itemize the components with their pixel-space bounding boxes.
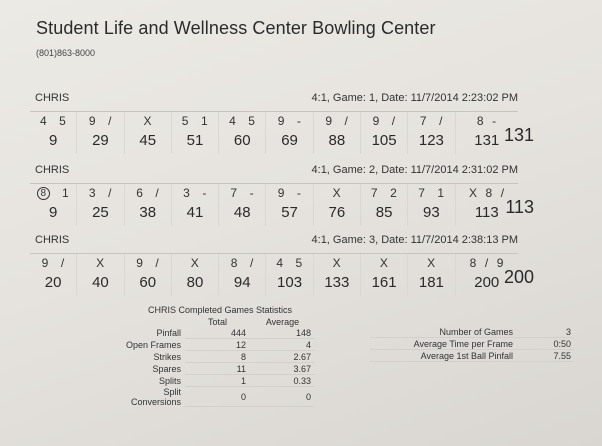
frame (30, 184, 77, 226)
stats-header-average: Average (265, 316, 300, 327)
stats-row-splits (107, 375, 315, 387)
frame-score: 20 (44, 274, 62, 291)
frame-throws (266, 184, 312, 202)
frame (314, 112, 361, 154)
stats-row-strikes (107, 351, 315, 363)
frame-throws (77, 184, 123, 202)
throw-mark: / (108, 114, 112, 128)
stats-label: Strikes (153, 351, 181, 362)
frame-throws (361, 184, 407, 202)
frame-throws (77, 254, 123, 272)
frame-throws (408, 112, 454, 130)
throw-mark: 4 (39, 114, 48, 128)
stats-average: 148 (250, 327, 315, 339)
frame-throws (125, 184, 171, 202)
frame-throws (172, 184, 218, 202)
frame-score: 93 (423, 204, 440, 221)
frame-throws (361, 254, 407, 272)
frame (125, 254, 172, 296)
game-total: 113 (505, 197, 535, 217)
stats-table (107, 316, 315, 407)
frame (456, 254, 535, 296)
throw-mark: 4 (276, 256, 284, 270)
frame-score: 133 (324, 274, 350, 291)
stats-total: 8 (185, 351, 250, 363)
summary-label: Average Time per Frame (370, 338, 516, 350)
frame-throws (77, 112, 123, 130)
throw-mark: 7 (370, 186, 379, 200)
frame-throws (172, 112, 218, 130)
throw-mark: 1 (437, 186, 445, 200)
throw-mark: X (190, 256, 200, 270)
frame-throws (30, 254, 76, 272)
throw-mark: X (143, 114, 152, 128)
frame-throws (408, 254, 454, 272)
throw-mark: - (296, 186, 302, 200)
stats-label: Pinfall (156, 327, 181, 338)
frame-throws (408, 184, 454, 202)
throw-mark: X (332, 186, 342, 200)
frame-score: 48 (233, 204, 251, 221)
frame (125, 112, 172, 154)
stats-label: Split Conversions (130, 386, 181, 407)
frame (314, 254, 361, 296)
frame-throws (172, 254, 218, 272)
stats-total: 11 (185, 363, 250, 375)
frame-throws (266, 254, 312, 272)
summary-value: 3 (516, 326, 574, 338)
frame-score: 57 (281, 204, 298, 221)
frame (408, 254, 455, 296)
throw-mark: 1 (200, 114, 209, 128)
throw-mark: - (492, 114, 497, 128)
frame (266, 184, 313, 226)
frame-score: 103 (277, 274, 303, 291)
frame-score: 94 (233, 274, 251, 291)
frame-score: 29 (92, 132, 109, 149)
report-title: Student Life and Wellness Center Bowling Center (36, 18, 436, 38)
stats-average: 2.67 (250, 351, 315, 363)
player-name: CHRIS (35, 164, 70, 176)
throw-mark: 5 (59, 114, 67, 128)
stats-total: 12 (185, 339, 250, 351)
frame (30, 112, 77, 154)
game-scoresheet (30, 92, 535, 154)
frame-score: 80 (186, 274, 204, 291)
frame-score: 51 (186, 132, 204, 149)
game-scoresheet (30, 164, 535, 226)
game-total: 200 (503, 267, 535, 287)
game-info: 4:1, Game: 3, Date: 11/7/2014 2:38:13 PM (311, 234, 518, 246)
frame (219, 184, 266, 226)
frame (172, 112, 219, 154)
summary-row-first-ball (370, 350, 574, 362)
frame-score: 123 (418, 132, 444, 149)
summary-row-time (370, 338, 574, 350)
throw-mark: 9 (496, 256, 504, 270)
game-total: 131 (503, 125, 535, 145)
stats-row-open-frames (107, 339, 315, 351)
throw-mark: 5 (248, 114, 256, 128)
stats-average: 0 (250, 387, 315, 407)
frame (456, 184, 535, 226)
frame (408, 112, 455, 154)
stats-total: 444 (185, 327, 250, 339)
frame (456, 112, 535, 154)
throw-mark: / (249, 256, 254, 270)
throw-mark: X (427, 256, 436, 270)
frame-score: 113 (474, 204, 499, 221)
throw-mark: 4 (229, 114, 237, 128)
throw-mark: 3 (88, 186, 97, 200)
frame-throws (314, 254, 360, 272)
frame-throws (30, 112, 76, 130)
frame-throws (361, 112, 407, 130)
throw-mark: 2 (390, 186, 398, 200)
stats-row-pinfall (107, 327, 315, 339)
throw-mark: 9 (88, 114, 97, 128)
throw-mark: 9 (41, 256, 49, 270)
frame-score: 105 (371, 132, 397, 149)
player-name: CHRIS (35, 234, 70, 246)
frame-score: 181 (418, 274, 444, 291)
throw-mark: - (202, 186, 207, 200)
throw-mark: / (60, 256, 65, 270)
frame-throws (314, 184, 360, 202)
frame-score: 9 (48, 132, 58, 149)
frame (77, 112, 124, 154)
frame-throws (219, 254, 265, 272)
stats-label: Open Frames (125, 339, 181, 350)
throw-mark: 3 (183, 186, 191, 200)
throw-mark: 8 (230, 256, 238, 270)
stats-average: 3.67 (250, 363, 315, 375)
frame-throws (219, 112, 265, 130)
stats-row-spares (107, 363, 315, 375)
summary-value: 0:50 (516, 338, 574, 350)
frame-score: 60 (233, 132, 251, 149)
frame-score: 40 (92, 274, 109, 291)
throw-mark: X (379, 256, 389, 270)
frame-throws (30, 184, 76, 202)
phone-number: (801)863-8000 (36, 48, 96, 58)
throw-mark: - (249, 186, 255, 200)
frame (219, 254, 266, 296)
frame-score: 60 (139, 274, 157, 291)
throw-mark: X (96, 256, 105, 270)
throw-mark: 9 (372, 114, 380, 128)
frame-throws (266, 112, 312, 130)
frame-score: 69 (281, 132, 298, 149)
throw-mark: X (332, 256, 342, 270)
frame-score: 25 (92, 204, 109, 221)
throw-mark: / (439, 114, 443, 128)
frame-score: 131 (474, 132, 500, 149)
player-name: CHRIS (35, 92, 70, 104)
frame (77, 184, 124, 226)
summary-label: Number of Games (370, 326, 516, 338)
game-scoresheet (30, 234, 535, 296)
throw-mark: 7 (418, 186, 426, 200)
throw-mark: / (108, 186, 112, 200)
throw-mark: 9 (277, 186, 285, 200)
stats-label: Splits (158, 375, 181, 386)
throw-mark: 9 (136, 256, 144, 270)
frame-score: 200 (474, 274, 500, 291)
throw-mark: 7 (419, 114, 428, 128)
throw-mark: 5 (295, 256, 303, 270)
frame (408, 184, 455, 226)
throw-mark: 9 (277, 114, 285, 128)
stats-header-total: Total (207, 316, 227, 327)
throw-mark: 8 (469, 256, 477, 270)
frame (219, 112, 266, 154)
frame (314, 184, 361, 226)
throw-mark: 9 (325, 114, 333, 128)
throw-mark: 7 (230, 186, 238, 200)
frame (266, 254, 313, 296)
frame (172, 184, 219, 226)
stats-title: CHRIS Completed Games Statistics (148, 305, 293, 315)
frame-score: 38 (139, 204, 157, 221)
stats-total: 1 (185, 375, 250, 387)
game-info: 4:1, Game: 2, Date: 11/7/2014 2:31:02 PM (311, 164, 518, 176)
throw-mark: / (500, 186, 505, 200)
frame-score: 88 (328, 132, 346, 149)
throw-mark: 5 (181, 114, 189, 128)
frame (30, 254, 77, 296)
throw-mark: 8 (485, 186, 493, 200)
frame-score: 41 (186, 204, 204, 221)
throw-mark: 1 (62, 186, 70, 200)
throw-mark: / (155, 186, 160, 200)
frame (361, 254, 408, 296)
summary-table (370, 326, 574, 362)
split-marker: 8 (37, 187, 50, 200)
throw-mark: / (484, 256, 489, 270)
stats-average: 0.33 (250, 375, 315, 387)
frame (361, 112, 408, 154)
frame-throws (219, 184, 265, 202)
game-info: 4:1, Game: 1, Date: 11/7/2014 2:23:02 PM (311, 92, 518, 104)
frame-score: 76 (328, 204, 346, 221)
throw-mark: / (391, 114, 396, 128)
frame-throws (125, 254, 171, 272)
throw-mark: X (469, 186, 478, 200)
frame-throws (314, 112, 360, 130)
stats-label: Spares (152, 363, 181, 374)
frame-score: 85 (375, 204, 393, 221)
summary-label: Average 1st Ball Pinfall (370, 350, 516, 362)
frame (172, 254, 219, 296)
throw-mark: / (155, 256, 160, 270)
frame (361, 184, 408, 226)
frame-score: 9 (48, 204, 58, 221)
stats-total: 0 (185, 387, 250, 407)
frame (77, 254, 124, 296)
frame (125, 184, 172, 226)
frame-throws (125, 112, 171, 130)
throw-mark: 6 (136, 186, 144, 200)
frame-score: 45 (139, 132, 157, 149)
throw-mark: - (296, 114, 302, 128)
stats-row-split-conversions (107, 387, 315, 407)
throw-mark: 8 (476, 114, 485, 128)
summary-value: 7.55 (516, 350, 574, 362)
frame (266, 112, 313, 154)
frame-score: 161 (371, 274, 397, 291)
throw-mark: / (344, 114, 349, 128)
stats-average: 4 (250, 339, 315, 351)
summary-row-games (370, 326, 574, 338)
